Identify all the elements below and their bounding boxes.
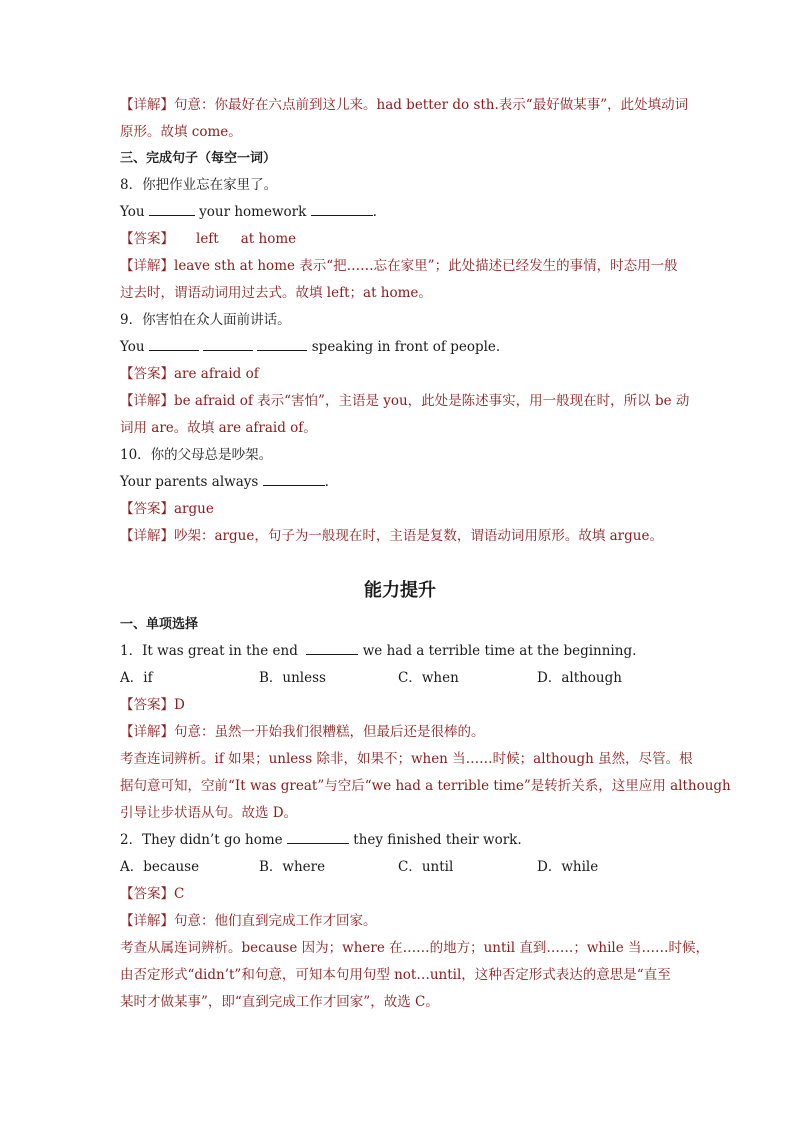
detail-tag: 【详解】: [120, 97, 174, 113]
detail-line: 【详解】句意：他们直到完成工作才回家。: [120, 913, 377, 929]
answer-line: 【答案】are afraid of: [120, 366, 259, 382]
english-sentence: Your parents always .: [120, 469, 680, 496]
detail-line: 某时才做某事”，即“直到完成工作才回家”，故选 C。: [120, 994, 439, 1010]
detail-line: 词用 are。故填 are afraid of。: [120, 420, 317, 436]
detail-line: 【详解】leave sth at home 表示“把……忘在家里”；此处描述已经发生的事情，时态用一般: [120, 258, 678, 274]
question-stem: 10．你的父母总是吵架。: [120, 447, 273, 463]
option-c: C．when: [398, 670, 459, 686]
english-sentence: You speaking in front of people.: [120, 334, 680, 361]
question-stem: 8．你把作业忘在家里了。: [120, 177, 278, 193]
detail-line: 原形。故填 come。: [120, 124, 242, 140]
answer-blank: [306, 640, 358, 655]
detail-line: 过去时，谓语动词用过去式。故填 left；at home。: [120, 285, 432, 301]
detail-line: 引导让步状语从句。故选 D。: [120, 805, 298, 821]
answer-blank: [287, 829, 349, 844]
option-b: B．where: [259, 859, 326, 875]
answer-line: 【答案】C: [120, 886, 185, 902]
options-row: [120, 854, 680, 881]
answer-blank: [311, 201, 373, 216]
question-stem: 9．你害怕在众人面前讲话。: [120, 312, 291, 328]
option-c: C．until: [398, 859, 454, 875]
answer-line: 【答案】D: [120, 697, 185, 713]
detail-line: 由否定形式“didn’t”和句意，可知本句用句型 not…until，这种否定形式表达的意思是“直至: [120, 967, 671, 983]
question-stem: 2．They didn’t go home they finished their work.: [120, 827, 680, 854]
detail-line: 考查从属连词辨析。because 因为；where 在……的地方；until 直到……；while 当……时候，: [120, 940, 710, 956]
answer-blank: [203, 336, 253, 351]
question-stem: 1．It was great in the end we had a terrible time at the beginning.: [120, 638, 680, 665]
part-title: 能力提升: [364, 580, 436, 601]
option-a: A．if: [120, 670, 153, 686]
document-content: [120, 92, 731, 1016]
detail-line: 【详解】句意：虽然一开始我们很糟糕，但最后还是很棒的。: [120, 724, 485, 740]
english-sentence: You your homework .: [120, 199, 680, 226]
section-title: 三、完成句子（每空一词）: [120, 151, 277, 166]
answer-blank: [257, 336, 307, 351]
answer-line: 【答案】 left at home: [120, 231, 297, 247]
detail-line: 【详解】吵架：argue，句子为一般现在时，主语是复数，谓语动词用原形。故填 argue。: [120, 528, 663, 544]
detail-line: 【详解】句意：你最好在六点前到这儿来。had better do sth.表示“最好做某事”，此处填动词: [120, 97, 689, 113]
option-d: D．while: [537, 859, 599, 875]
answer-blank: [149, 336, 199, 351]
answer-blank: [149, 201, 195, 216]
option-d: D．although: [537, 670, 622, 686]
detail-line: 考查连词辨析。if 如果；unless 除非，如果不；when 当……时候；although 虽然，尽管。根: [120, 751, 693, 767]
detail-line: 【详解】be afraid of 表示“害怕”，主语是 you，此处是陈述事实，用一般现在时，所以 be 动: [120, 393, 690, 409]
answer-line: 【答案】argue: [120, 501, 214, 517]
options-row: [120, 665, 680, 692]
option-a: A．because: [120, 859, 200, 875]
section-title: 一、单项选择: [120, 617, 199, 632]
detail-line: 据句意可知，空前“It was great”与空后“we had a terrible time”是转折关系，这里应用 although: [120, 778, 731, 794]
answer-blank: [263, 471, 325, 486]
option-b: B．unless: [259, 670, 326, 686]
